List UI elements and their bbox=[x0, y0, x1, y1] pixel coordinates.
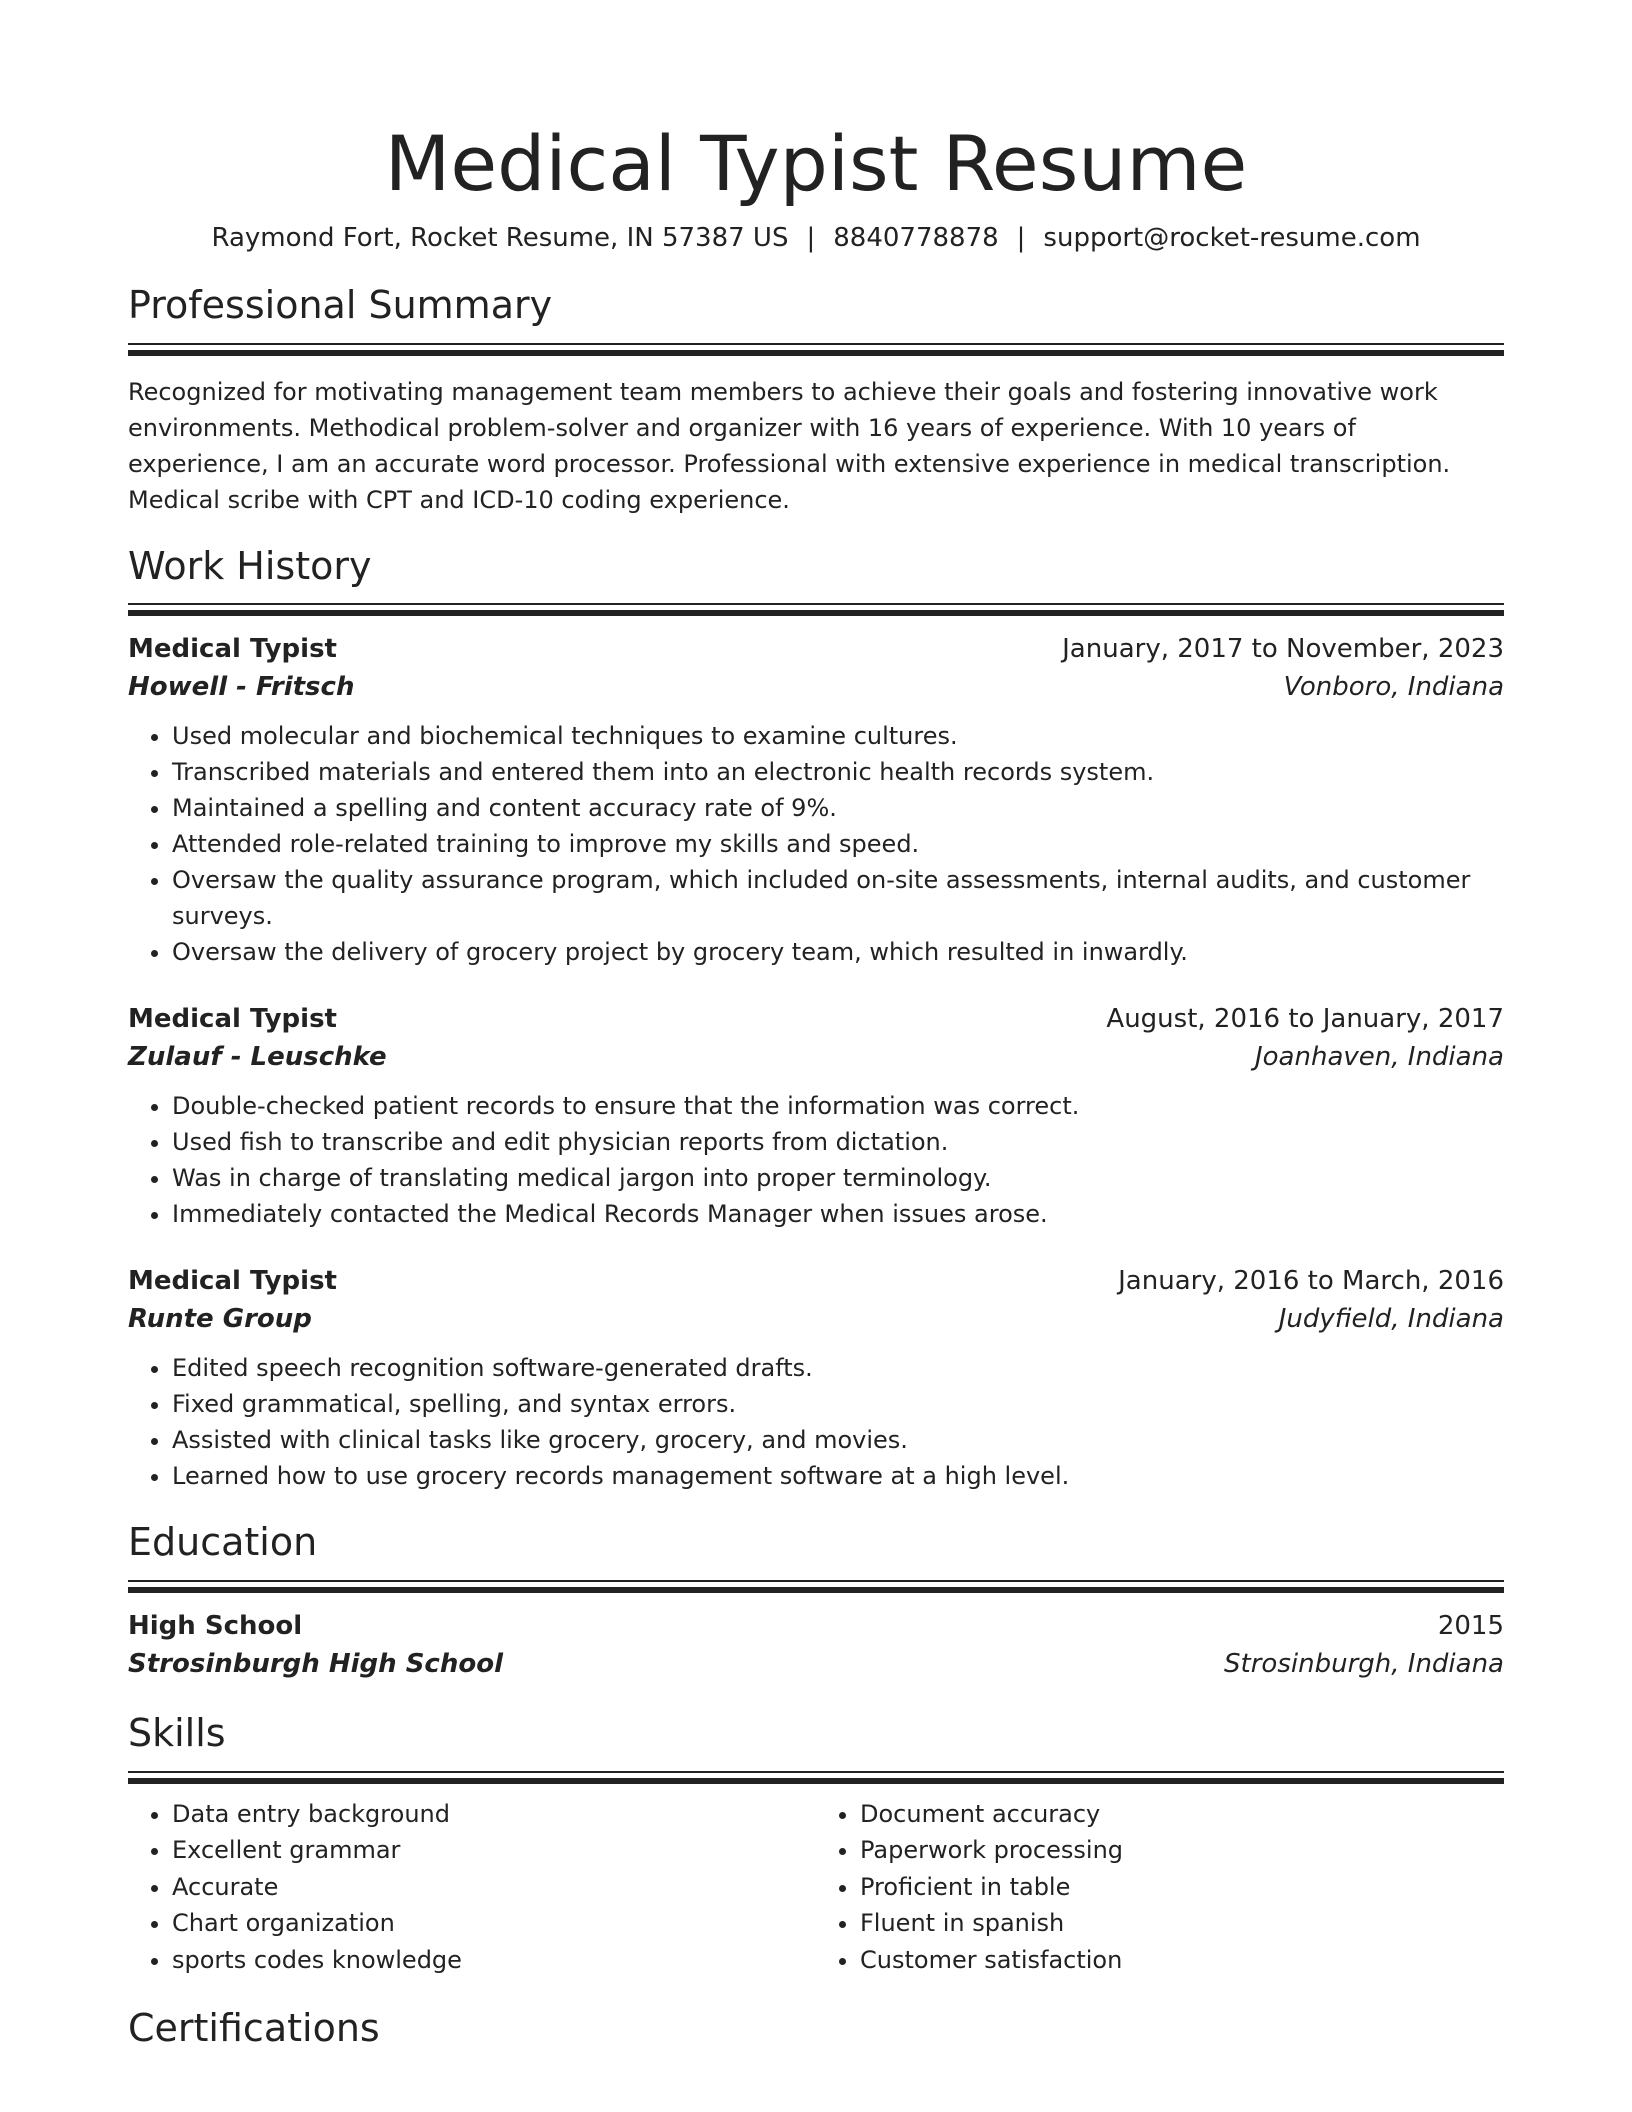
job-company: Runte Group bbox=[128, 1304, 312, 1335]
job-header-row bbox=[128, 1262, 1504, 1300]
job-header-row bbox=[128, 630, 1504, 668]
skills-columns bbox=[128, 1796, 1504, 1979]
job-company-row bbox=[128, 1300, 1504, 1338]
job-dates: August, 2016 to January, 2017 bbox=[1106, 1004, 1504, 1035]
list-item: • Oversaw the quality assurance program, which included on-site assessments, internal audits, and customer surveys. bbox=[172, 862, 1504, 934]
skill-item: • sports codes knowledge bbox=[172, 1942, 816, 1979]
job-header-row bbox=[128, 1000, 1504, 1038]
resume-title: Medical Typist Resume bbox=[384, 119, 1248, 208]
skill-item: • Excellent grammar bbox=[172, 1832, 816, 1869]
job-title: Medical Typist bbox=[128, 1004, 337, 1035]
section-divider bbox=[128, 1580, 1504, 1593]
section-heading-skills: Skills bbox=[128, 1710, 226, 1755]
list-item: • Fixed grammatical, spelling, and syntax errors. bbox=[172, 1386, 1504, 1422]
skill-item: • Document accuracy bbox=[860, 1796, 1504, 1833]
section-skills bbox=[128, 1711, 1504, 1978]
resume-page bbox=[128, 118, 1504, 2052]
list-item: • Oversaw the delivery of grocery project by grocery team, which resulted in inwardly. bbox=[172, 934, 1504, 970]
list-item: • Edited speech recognition software-generated drafts. bbox=[172, 1350, 1504, 1386]
section-heading-education: Education bbox=[128, 1520, 318, 1565]
job-company-row bbox=[128, 1038, 1504, 1076]
contact-email: support@rocket-resume.com bbox=[1043, 223, 1421, 254]
education-location: Strosinburgh, Indiana bbox=[1224, 1648, 1504, 1679]
job-entry bbox=[128, 630, 1504, 970]
skill-item: • Accurate bbox=[172, 1869, 816, 1906]
job-dates: January, 2017 to November, 2023 bbox=[1062, 634, 1504, 665]
job-company: Zulauf - Leuschke bbox=[128, 1042, 387, 1073]
job-location: Joanhaven, Indiana bbox=[1254, 1042, 1504, 1073]
skill-item: • Fluent in spanish bbox=[860, 1905, 1504, 1942]
section-certifications bbox=[128, 2006, 1504, 2052]
education-school: Strosinburgh High School bbox=[128, 1648, 503, 1679]
skills-right-column bbox=[816, 1796, 1504, 1979]
list-item: • Double-checked patient records to ensure that the information was correct. bbox=[172, 1088, 1504, 1124]
list-item: • Maintained a spelling and content accuracy rate of 9%. bbox=[172, 790, 1504, 826]
job-location: Vonboro, Indiana bbox=[1283, 672, 1504, 703]
list-item: • Transcribed materials and entered them into an electronic health records system. bbox=[172, 754, 1504, 790]
job-entry bbox=[128, 1262, 1504, 1494]
section-divider bbox=[128, 603, 1504, 616]
section-work-history bbox=[128, 544, 1504, 1495]
job-company: Howell - Fritsch bbox=[128, 672, 355, 703]
job-bullets bbox=[128, 718, 1504, 970]
education-school-row bbox=[128, 1645, 1504, 1683]
list-item: • Used fish to transcribe and edit physician reports from dictation. bbox=[172, 1124, 1504, 1160]
section-education bbox=[128, 1520, 1504, 1683]
job-company-row bbox=[128, 668, 1504, 706]
section-summary bbox=[128, 283, 1504, 518]
contact-separator: | bbox=[1016, 223, 1026, 254]
list-item: • Used molecular and biochemical techniques to examine cultures. bbox=[172, 718, 1504, 754]
education-header-row bbox=[128, 1607, 1504, 1645]
summary-text: Recognized for motivating management team members to achieve their goals and fostering innovative work environments. Methodical problem-solver and organizer with 16 years of experience. With 10 years of experience, I am an accurate word processor. Professional with extensive experience in medical transcription. Medical scribe with CPT and ICD-10 coding experience. bbox=[128, 377, 1451, 514]
education-entry bbox=[128, 1607, 1504, 1683]
skill-item: • Chart organization bbox=[172, 1905, 816, 1942]
job-location: Judyfield, Indiana bbox=[1278, 1304, 1504, 1335]
section-heading-certifications: Certifications bbox=[128, 2006, 380, 2051]
section-heading-work: Work History bbox=[128, 543, 372, 588]
list-item: • Assisted with clinical tasks like grocery, grocery, and movies. bbox=[172, 1422, 1504, 1458]
skill-item: • Customer satisfaction bbox=[860, 1942, 1504, 1979]
list-item: • Was in charge of translating medical jargon into proper terminology. bbox=[172, 1160, 1504, 1196]
skill-item: • Data entry background bbox=[172, 1796, 816, 1833]
education-degree: High School bbox=[128, 1610, 303, 1641]
contact-line bbox=[128, 223, 1504, 253]
job-bullets bbox=[128, 1088, 1504, 1232]
job-title: Medical Typist bbox=[128, 634, 337, 665]
list-item: • Learned how to use grocery records management software at a high level. bbox=[172, 1458, 1504, 1494]
education-year: 2015 bbox=[1437, 1610, 1504, 1641]
job-entry bbox=[128, 1000, 1504, 1232]
job-dates: January, 2016 to March, 2016 bbox=[1118, 1266, 1504, 1297]
job-bullets bbox=[128, 1350, 1504, 1494]
skills-left-column bbox=[128, 1796, 816, 1979]
section-divider bbox=[128, 1771, 1504, 1784]
skill-item: • Paperwork processing bbox=[860, 1832, 1504, 1869]
skill-item: • Proficient in table bbox=[860, 1869, 1504, 1906]
contact-address: Raymond Fort, Rocket Resume, IN 57387 US bbox=[211, 223, 789, 254]
contact-separator: | bbox=[806, 223, 816, 254]
contact-phone: 8840778878 bbox=[833, 223, 999, 254]
job-title: Medical Typist bbox=[128, 1266, 337, 1297]
list-item: • Attended role-related training to improve my skills and speed. bbox=[172, 826, 1504, 862]
section-heading-summary: Professional Summary bbox=[128, 283, 553, 328]
section-divider bbox=[128, 343, 1504, 356]
list-item: • Immediately contacted the Medical Records Manager when issues arose. bbox=[172, 1196, 1504, 1232]
